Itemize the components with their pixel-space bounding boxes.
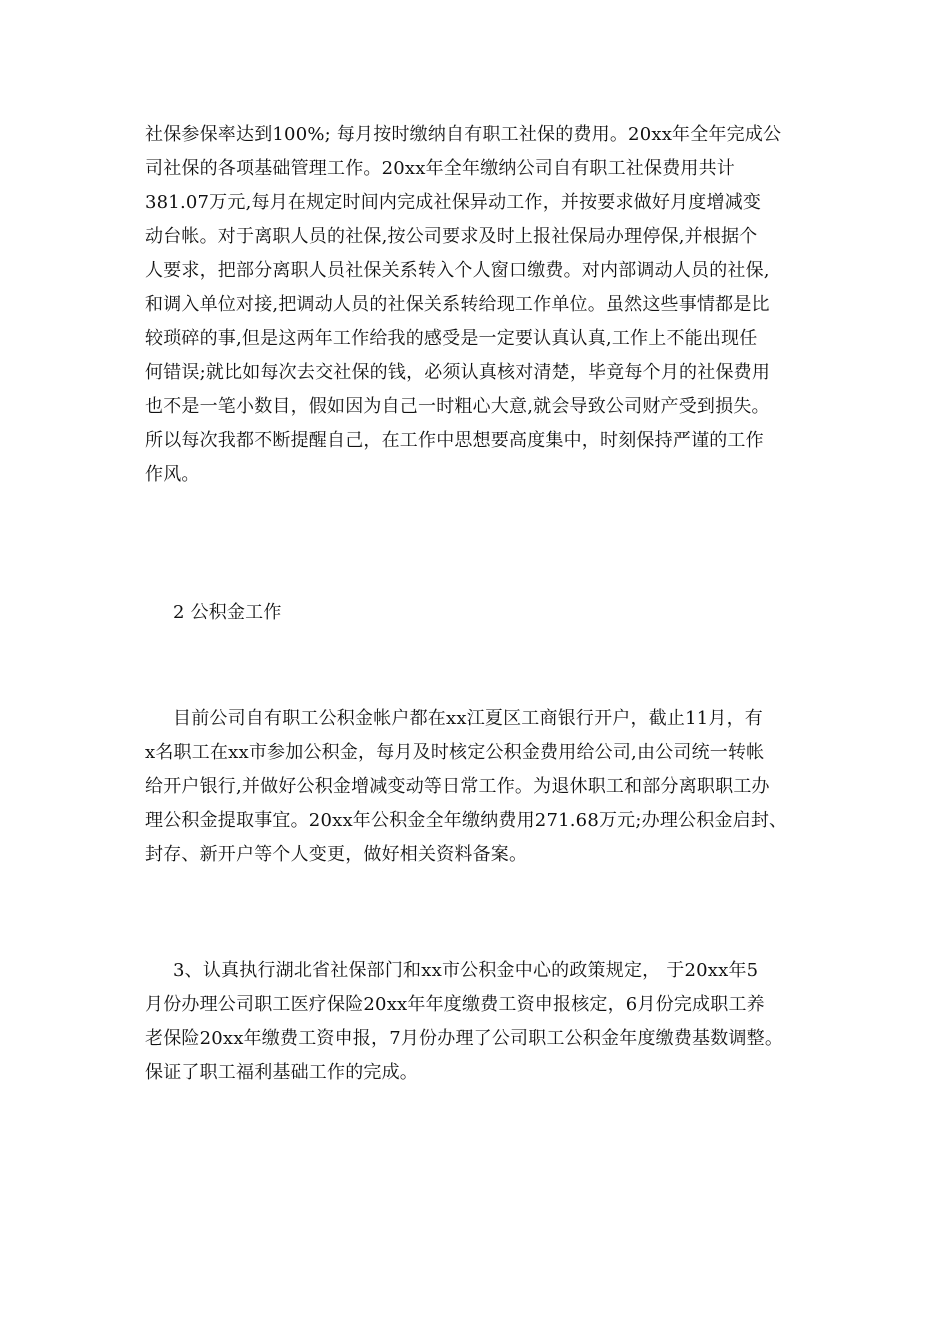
paragraph-line: 理公积金提取事宜。20xx年公积金全年缴纳费用271.68万元;办理公积金启封、 — [145, 810, 788, 831]
paragraph-line: 目前公司自有职工公积金帐户都在xx江夏区工商银行开户，截止11月，有 — [173, 708, 764, 729]
paragraph-line: x名职工在xx市参加公积金，每月及时核定公积金费用给公司,由公司统一转帐 — [145, 742, 765, 763]
paragraph-line: 3、认真执行湖北省社保部门和xx市公积金中心的政策规定， 于20xx年5 — [173, 960, 759, 981]
paragraph-line: 所以每次我都不断提醒自己，在工作中思想要高度集中，时刻保持严谨的工作 — [145, 430, 764, 451]
paragraph-line: 司社保的各项基础管理工作。20xx年全年缴纳公司自有职工社保费用共计 — [145, 158, 736, 179]
paragraph-line: 和调入单位对接,把调动人员的社保关系转给现工作单位。虽然这些事情都是比 — [145, 294, 770, 315]
paragraph-line: 较琐碎的事,但是这两年工作给我的感受是一定要认真认真,工作上不能出现任 — [145, 328, 758, 349]
paragraph-line: 也不是一笔小数目，假如因为自己一时粗心大意,就会导致公司财产受到损失。 — [145, 396, 770, 417]
paragraph-line: 社保参保率达到100%; 每月按时缴纳自有职工社保的费用。20xx年全年完成公 — [145, 124, 782, 145]
section-heading: 2 公积金工作 — [173, 602, 282, 623]
paragraph-line: 作风。 — [145, 464, 200, 485]
paragraph-line: 给开户银行,并做好公积金增减变动等日常工作。为退休职工和部分离职职工办 — [145, 776, 770, 797]
paragraph-line: 老保险20xx年缴费工资申报，7月份办理了公司职工公积金年度缴费基数调整。 — [145, 1028, 784, 1049]
paragraph-line: 381.07万元,每月在规定时间内完成社保异动工作，并按要求做好月度增减变 — [145, 192, 762, 213]
paragraph-line: 动台帐。对于离职人员的社保,按公司要求及时上报社保局办理停保,并根据个 — [145, 226, 758, 247]
paragraph-line: 保证了职工福利基础工作的完成。 — [145, 1062, 418, 1083]
paragraph-line: 封存、新开户等个人变更，做好相关资料备案。 — [145, 844, 528, 865]
paragraph-line: 何错误;就比如每次去交社保的钱，必须认真核对清楚，毕竟每个月的社保费用 — [145, 362, 771, 383]
paragraph-line: 人要求，把部分离职人员社保关系转入个人窗口缴费。对内部调动人员的社保, — [145, 260, 770, 281]
paragraph-line: 月份办理公司职工医疗保险20xx年年度缴费工资申报核定，6月份完成职工养 — [145, 994, 765, 1015]
